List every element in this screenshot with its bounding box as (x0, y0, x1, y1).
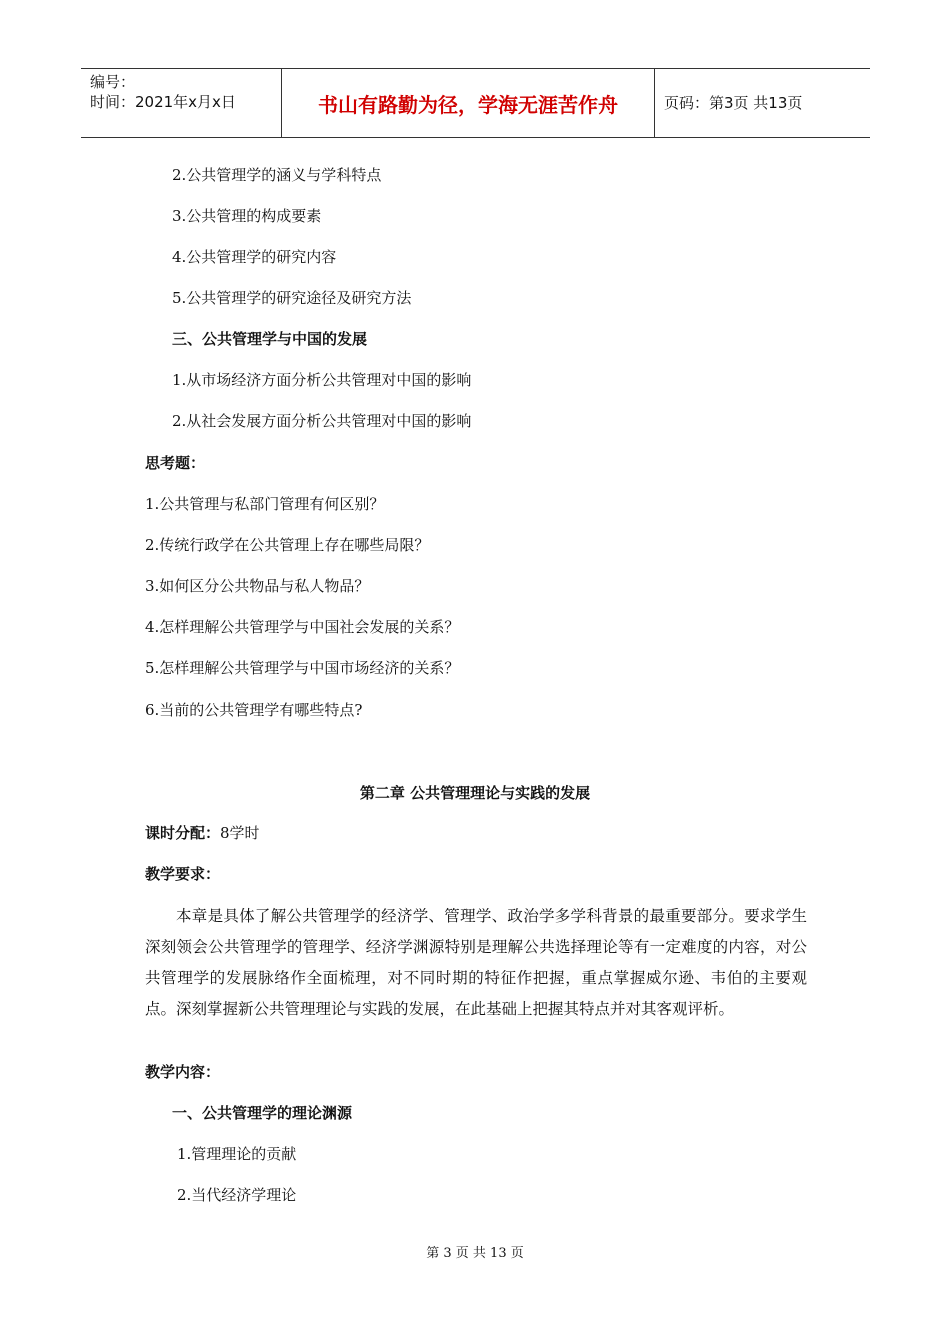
question-item: 3.如何区分公共物品与私人物品？ (145, 577, 370, 595)
list-item: 5.公共管理学的研究途径及研究方法 (172, 289, 412, 307)
question-item: 1.公共管理与私部门管理有何区别？ (145, 495, 385, 513)
question-item: 6.当前的公共管理学有哪些特点? (145, 701, 363, 719)
content-label: 教学内容： (145, 1063, 221, 1081)
question-item: 4.怎样理解公共管理学与中国社会发展的关系？ (145, 618, 460, 636)
header-left-cell (81, 69, 281, 137)
date-label: 时间：2021年x月x日 (90, 93, 236, 111)
header-motto: 书山有路勤为径，学海无涯苦作舟 (318, 93, 618, 117)
class-hours-label: 课时分配： (145, 824, 221, 842)
list-item: 1.管理理论的贡献 (177, 1145, 297, 1163)
list-item: 4.公共管理学的研究内容 (172, 248, 337, 266)
class-hours-value: 8学时 (220, 824, 260, 842)
section-heading: 一、公共管理学的理论渊源 (172, 1104, 353, 1122)
page-footer: 第 3 页 共 13 页 (426, 1246, 524, 1261)
list-item: 3.公共管理的构成要素 (172, 207, 322, 225)
question-item: 5.怎样理解公共管理学与中国市场经济的关系？ (145, 659, 460, 677)
requirements-paragraph: 本章是具体了解公共管理学的经济学、管理学、政治学多学科背景的最重要部分。要求学生深刻领会公共管理学的管理学、经济学渊源特别是理解公共选择理论等有一定难度的内容，对公共管理学的发展脉络作全面梳理，对不同时期的特征作把握，重点掌握威尔逊、韦伯的主要观点。深刻掌握新公共管理理论与实践的发展，在此基础上把握其特点并对其客观评析。 (145, 907, 807, 1018)
question-item: 2.传统行政学在公共管理上存在哪些局限？ (145, 536, 430, 554)
header-motto-cell (281, 69, 655, 137)
requirements-label: 教学要求： (145, 865, 221, 883)
class-hours (145, 823, 260, 843)
section-heading: 三、公共管理学与中国的发展 (172, 330, 368, 348)
header-page-info: 页码：第3页 共13页 (664, 94, 803, 112)
list-item: 1.从市场经济方面分析公共管理对中国的影响 (172, 371, 472, 389)
list-item: 2.当代经济学理论 (177, 1186, 297, 1204)
list-item: 2.从社会发展方面分析公共管理对中国的影响 (172, 412, 472, 430)
header-page-cell (654, 69, 870, 137)
document-header (81, 68, 870, 138)
number-label: 编号： (90, 73, 136, 91)
questions-title: 思考题： (145, 454, 206, 472)
list-item: 2.公共管理学的涵义与学科特点 (172, 166, 382, 184)
chapter-title: 第二章 公共管理理论与实践的发展 (359, 784, 591, 802)
